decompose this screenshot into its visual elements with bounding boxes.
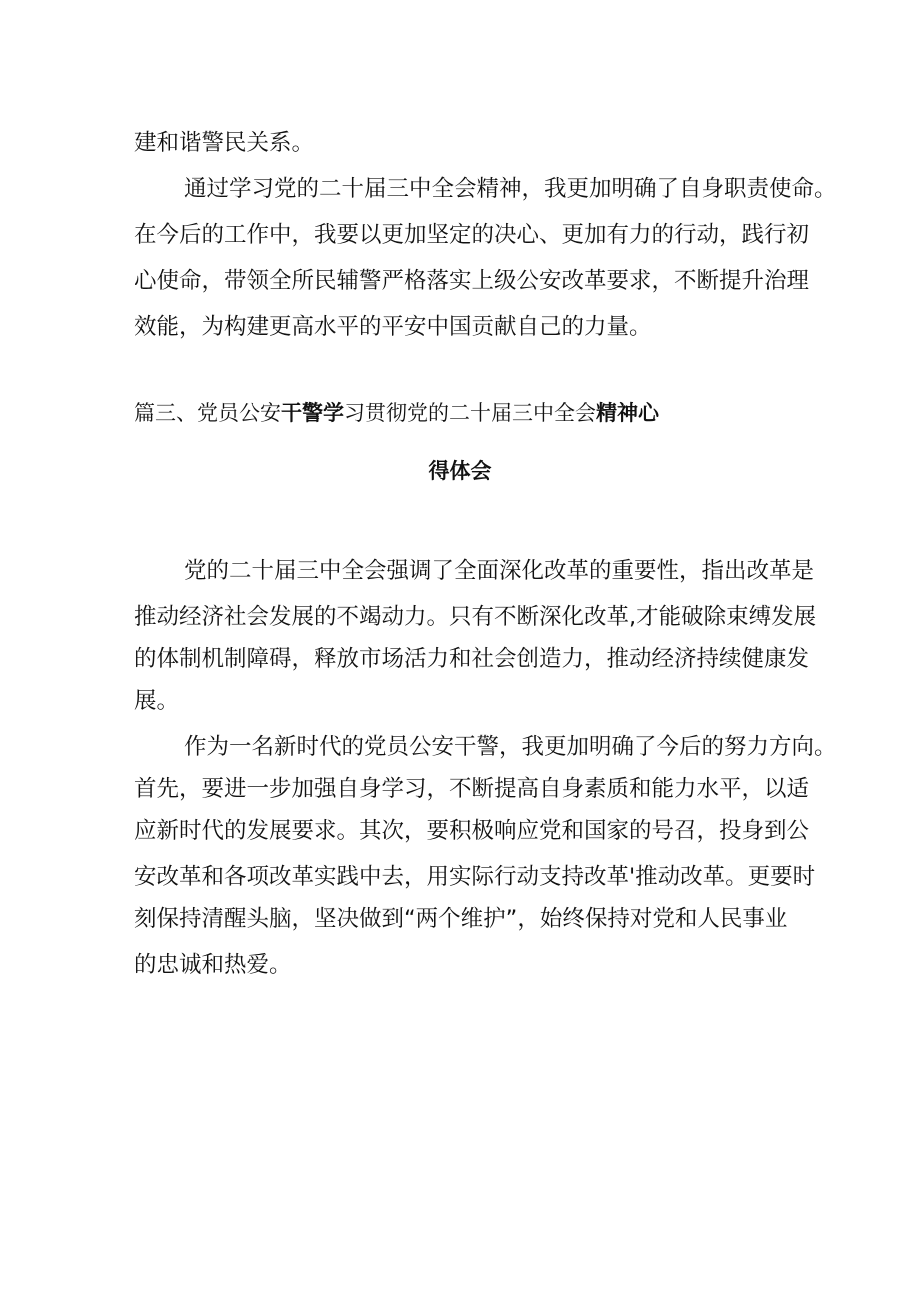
paragraph-line: 效能，为构建更高水平的平安中国贡献自己的力量。 [134,314,652,340]
paragraph-line: 安改革和各项改革实践中去，用实际行动支持改革'推动改革。更要时 [134,864,816,890]
paragraph-line: 的忠诚和热爱。 [134,952,292,978]
paragraph-line: 建和谐警民关系。 [134,130,315,156]
paragraph-line: 通过学习党的二十届三中全会精神，我更加明确了自身职责使命。 [184,176,837,202]
paragraph-line: 的体制机制障碍，释放市场活力和社会创造力，推动经济持续健康发 [134,646,810,672]
paragraph-line: 党的二十届三中全会强调了全面深化改革的重要性，指出改革是 [184,558,815,584]
paragraph-line: 刻保持清醒头脑，坚决做到“两个维护”，始终保持对党和人民事业 [134,906,788,932]
paragraph-line: 首先，要进一步加强自身学习，不断提高自身素质和能力水平，以适 [134,776,810,802]
paragraph-line: 推动经济社会发展的不竭动力。只有不断深化改革,才能破除束缚发展 [134,604,817,630]
paragraph-line: 展。 [134,688,180,714]
paragraph-line: 应新时代的发展要求。其次，要积极响应党和国家的号召，投身到公 [134,818,810,844]
heading-text: 习贯彻党的二十届三中全会 [344,401,596,425]
heading-text-bold: 干警学 [281,401,344,425]
paragraph-line: 心使命，带领全所民辅警严格落实上级公安改革要求，不断提升治理 [134,268,810,294]
section-heading-line2: 得体会 [428,459,492,483]
paragraph-line: 在今后的工作中，我要以更加坚定的决心、更加有力的行动，践行初 [134,222,810,248]
paragraph-line: 作为一名新时代的党员公安干警，我更加明确了今后的努力方向。 [184,734,837,760]
heading-text-bold: 精神心 [596,401,659,425]
heading-text: 篇三、党员公安 [134,401,281,425]
section-heading [134,398,659,428]
